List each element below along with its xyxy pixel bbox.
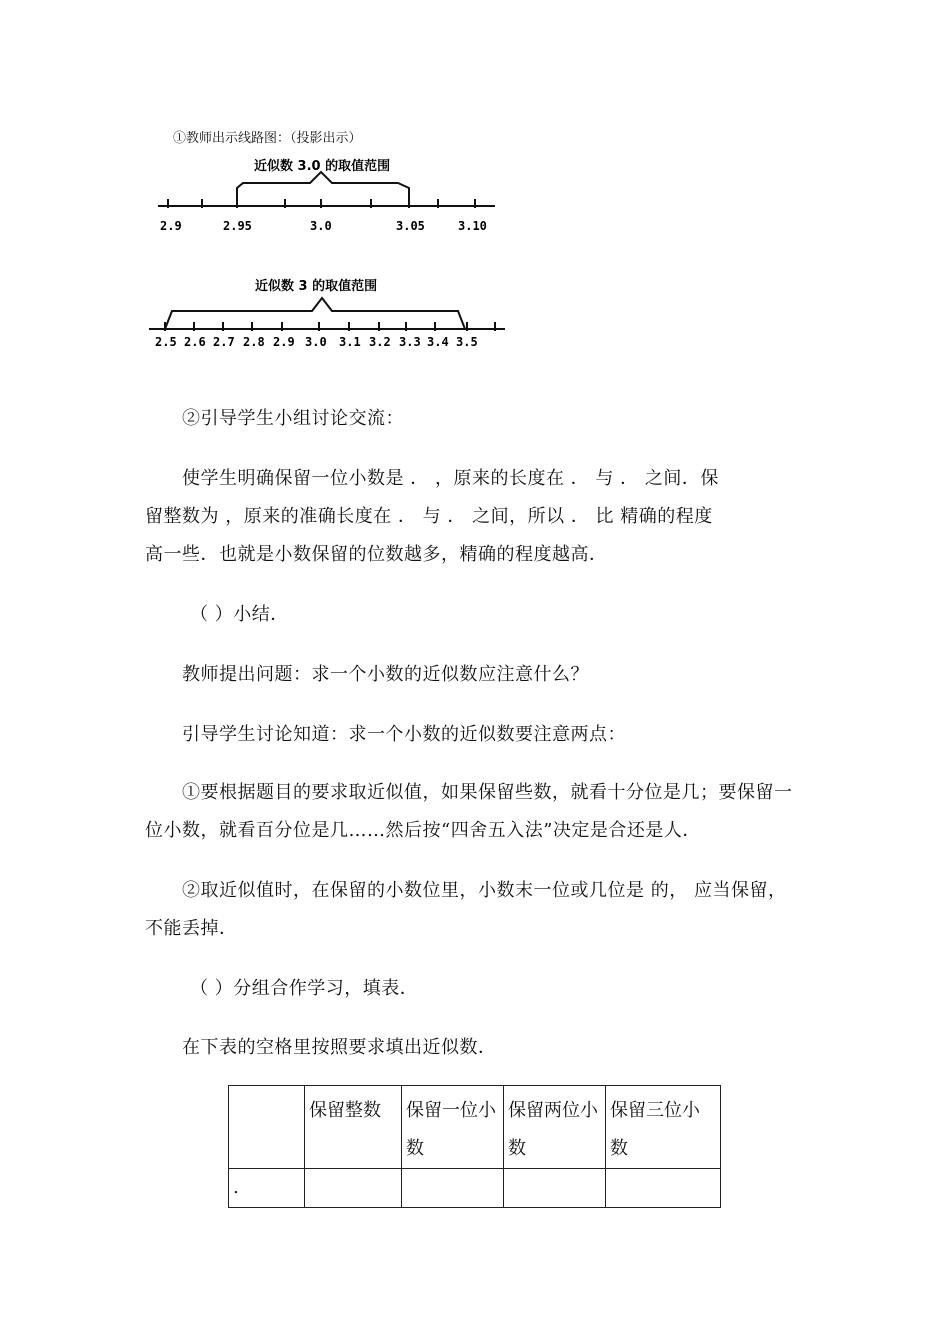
diagram-2-tick-label: 2.7 <box>213 335 235 349</box>
diagram-2-tick-label: 3.0 <box>305 335 327 349</box>
table-cell: . <box>229 1169 305 1208</box>
diagram-1-title: 近似数 3.0 的取值范围 <box>254 159 391 174</box>
table-header-row <box>229 1086 721 1169</box>
table-cell <box>305 1169 402 1208</box>
number-line-diagram-2 <box>145 270 510 355</box>
table-header-cell: 保留三位小数 <box>606 1086 721 1169</box>
table-header-cell: 保留两位小数 <box>504 1086 606 1169</box>
table-header-cell: 保留一位小数 <box>402 1086 504 1169</box>
figure-caption: ①教师出示线路图：（投影出示） <box>173 131 362 146</box>
diagram-2-tick-label: 3.5 <box>456 335 478 349</box>
question-text: 教师提出问题：求一个小数的近似数应注意什么？ <box>182 664 589 685</box>
diagram-1-range-bracket <box>237 172 409 206</box>
diagram-1-tick-label: 2.9 <box>160 219 182 233</box>
diagram-2-tick-label: 2.9 <box>273 335 295 349</box>
paragraph-line: ①要根据题目的要求取近似值，如果保留些数，就看十分位是几；要保留一 <box>182 782 793 803</box>
paragraph-line: 留整数为 ，原来的准确长度在 ． 与 ． 之间，所以 ． 比 精确的程度 <box>145 506 713 527</box>
paragraph-line: 使学生明确保留一位小数是 ． ，原来的长度在 ． 与 ． 之间．保 <box>182 468 719 489</box>
paragraph-line: 位小数，就看百分位是几……然后按“四舍五入法”决定是合还是人． <box>145 820 701 841</box>
table-row <box>229 1169 721 1208</box>
paragraph-line: 不能丢掉． <box>145 918 238 939</box>
diagram-1-tick-label: 3.10 <box>458 219 487 233</box>
guide-text: ②引导学生小组讨论交流： <box>182 408 404 429</box>
diagram-2-tick-label: 3.3 <box>399 335 421 349</box>
diagram-2-tick-label: 2.6 <box>184 335 206 349</box>
paragraph-line: ②取近似值时，在保留的小数位里，小数末一位或几位是 的， 应当保留， <box>182 880 787 901</box>
group-heading: （ ）分组合作学习，填表． <box>190 978 419 999</box>
table-header-cell <box>229 1086 305 1169</box>
diagram-2-tick-label: 2.8 <box>243 335 265 349</box>
number-line-diagram-1 <box>150 150 510 245</box>
table-header-cell: 保留整数 <box>305 1086 402 1169</box>
diagram-1-tick-label: 3.05 <box>396 219 425 233</box>
table-cell <box>504 1169 606 1208</box>
table-cell <box>606 1169 721 1208</box>
diagram-2-tick-label: 3.1 <box>339 335 361 349</box>
diagram-2-tick-label: 3.2 <box>369 335 391 349</box>
discussion-text: 引导学生讨论知道：求一个小数的近似数要注意两点： <box>182 724 626 745</box>
paragraph-line: 高一些．也就是小数保留的位数越多，精确的程度越高． <box>145 544 608 565</box>
diagram-2-title: 近似数 3 的取值范围 <box>255 279 378 294</box>
diagram-2-tick-label: 2.5 <box>155 335 177 349</box>
diagram-2-range-bracket <box>165 298 465 329</box>
table-cell <box>402 1169 504 1208</box>
diagram-2-tick-label: 3.4 <box>427 335 449 349</box>
summary-heading: （ ）小结． <box>190 604 289 625</box>
diagram-1-tick-label: 3.0 <box>310 219 332 233</box>
diagram-1-tick-label: 2.95 <box>223 219 252 233</box>
instruction-text: 在下表的空格里按照要求填出近似数． <box>182 1037 497 1058</box>
approximation-table <box>228 1085 721 1208</box>
